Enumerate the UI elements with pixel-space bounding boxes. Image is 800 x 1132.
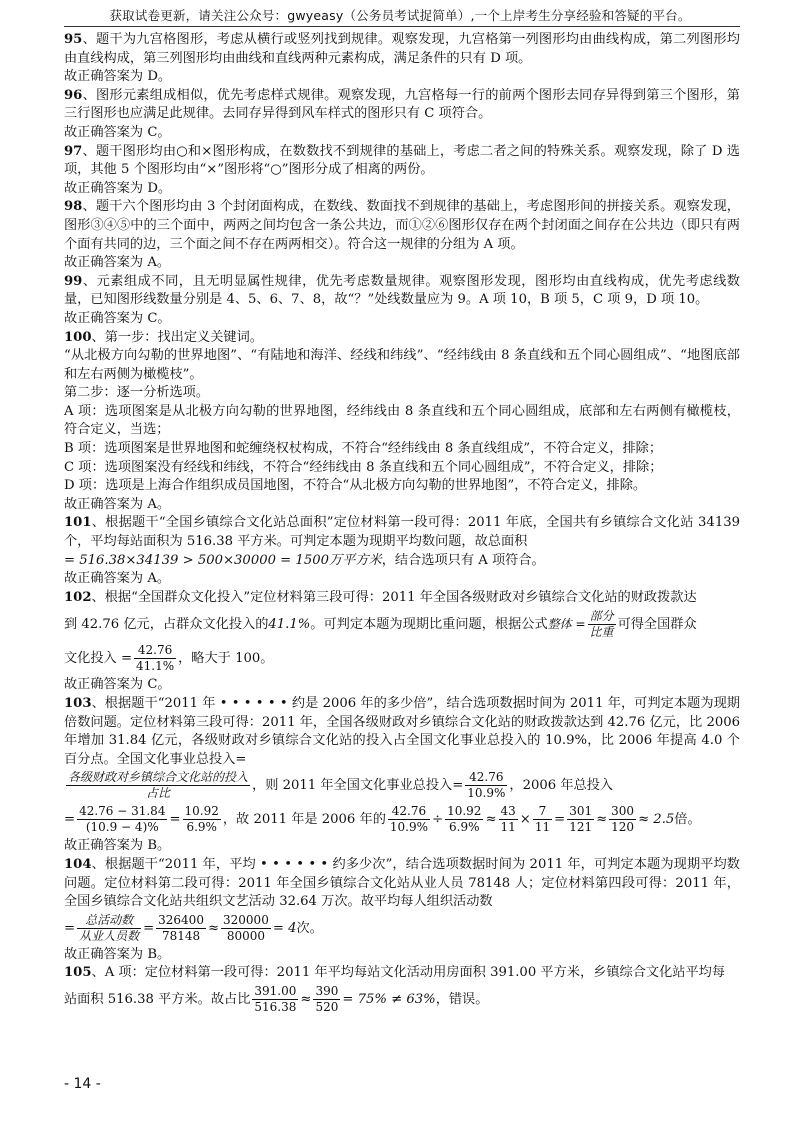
fraction <box>313 984 340 1015</box>
approx-sign: ≈ <box>207 920 220 936</box>
answer-line: 故正确答案为 B。 <box>64 838 171 854</box>
question-101 <box>64 514 740 551</box>
numerator: 391.00 <box>254 983 297 998</box>
fraction <box>252 984 298 1015</box>
text-run: 次。 <box>296 920 323 936</box>
fraction <box>221 913 271 944</box>
numerator: 部分 <box>589 609 614 624</box>
text-run: 文化投入 = <box>64 651 132 667</box>
equals-sign: = <box>64 812 76 828</box>
question-102 <box>64 589 740 608</box>
answer-line: 故正确答案为 D。 <box>64 180 172 196</box>
text-run: ，略大于 100。 <box>178 651 274 667</box>
numerator: 7 <box>533 804 552 820</box>
fraction <box>388 804 430 835</box>
option-a-analysis: A 项：选项图案是从北极方向勾勒的世界地图，经纬线由 8 条直线和五个同心圆组成，底部和左右两侧有橄榄枝，符合定义，当选； <box>64 403 740 438</box>
denominator: 41.1% <box>136 659 175 674</box>
question-number: 95 <box>64 32 83 47</box>
fraction <box>567 804 594 835</box>
approx-sign: ≈ <box>596 812 608 828</box>
denominator: 11 <box>500 820 516 835</box>
question-number: 101 <box>64 515 92 531</box>
question-text: 、根据题干“2011 年，平均 • • • • • • 约多少次”，结合选项数据时间为 2011 年，可判定本题为现期平均数问题。定位材料第二段可得：2011 年全国乡镇综合文化站从业人员 78148 人；定位材料第四段可得：2011 年，全国乡镇综合文化站共组织文艺活动 32.64 万次。故平均每人组织活动数 <box>64 856 740 910</box>
numerator: 390 <box>315 983 339 998</box>
denominator: 比重 <box>589 625 614 640</box>
approx-sign: ≈ <box>300 991 312 1007</box>
question-text: 、第一步：找出定义关键词。 <box>91 329 263 345</box>
formula-line <box>64 642 740 676</box>
denominator: 10.9% <box>389 820 429 835</box>
fraction <box>66 770 250 801</box>
numerator: 各级财政对乡镇综合文化站的投入 <box>68 770 249 785</box>
times-sign: × <box>519 812 531 828</box>
text-run: ，错误。 <box>435 991 489 1007</box>
question-text: 、题干六个图形均由 3 个封闭面构成，在数线、数面找不到规律的基础上，考虑图形间的拼接关系。观察发现，图形③④⑤中的三个面中，两两之间均包含一条公共边，而①②⑥图形仅存在两个封闭面之间存在公共边（即只有两个面有共同的边，三个面之间不存在两两相交）。符合这一规律的分组为 A 项。 <box>64 199 740 252</box>
divide-sign: ÷ <box>432 812 444 828</box>
denominator: 6.9% <box>449 820 480 835</box>
question-105 <box>64 964 740 983</box>
question-number: 100 <box>64 329 92 345</box>
numerator: 301 <box>569 804 593 819</box>
text-run: ，则 2011 年全国文化事业总投入= <box>252 778 464 794</box>
numerator: 10.92 <box>184 804 219 819</box>
numerator: 300 <box>611 804 635 819</box>
question-99 <box>64 273 740 310</box>
denominator: 从业人员数 <box>79 928 140 943</box>
equals-sign: = <box>143 920 155 936</box>
question-97 <box>64 143 740 180</box>
text-run: 。可判定本题为现期比重问题，根据公式 <box>310 617 548 633</box>
question-number: 97 <box>64 143 83 159</box>
question-text: 、A 项：定位材料第一段可得：2011 年平均每站文化活动用房面积 391.00 平方米，乡镇综合文化站平均每 <box>91 965 726 981</box>
result-value: ≈ 2.5 <box>638 812 675 828</box>
question-number: 103 <box>64 696 92 711</box>
fraction <box>134 643 176 674</box>
question-number: 104 <box>64 856 92 872</box>
denominator: 520 <box>315 999 339 1014</box>
numerator: 42.76 <box>388 804 430 820</box>
formula-whole: 整体 = <box>547 617 586 632</box>
question-95 <box>64 31 740 68</box>
answer-line: 故正确答案为 B。 <box>64 946 171 962</box>
denominator: 80000 <box>226 928 266 943</box>
numerator: 326400 <box>158 912 204 927</box>
question-number: 98 <box>64 199 83 215</box>
fraction <box>588 609 616 640</box>
numerator: 320000 <box>223 912 269 927</box>
denominator: 516.38 <box>254 999 297 1014</box>
page-content <box>64 31 740 1017</box>
option-b-analysis: B 项：选项图案是世界地图和蛇缠绕权杖构成，不符合“经纬线由 8 条直线组成”，不符合定义，排除； <box>64 441 663 457</box>
fraction <box>533 804 552 835</box>
fraction <box>465 770 507 801</box>
fraction <box>77 913 141 944</box>
fraction <box>445 804 483 835</box>
page-number: - 14 - <box>64 1076 101 1092</box>
text-run: 到 42.76 亿元，占群众文化投入的 <box>64 617 269 633</box>
fraction <box>156 913 206 944</box>
numerator: 总活动数 <box>77 913 141 929</box>
numerator: 10.92 <box>447 804 482 819</box>
question-96 <box>64 87 740 124</box>
formula-tail: ，结合选项只有 A 项符合。 <box>381 552 545 568</box>
question-text: 、题干为九宫格图形，考虑从横行或竖列找到规律。观察发现，九宫格第一列图形均由曲线构成，第二列图形均由直线构成，第三列图形均由曲线和直线两种元素构成，满足条件的只有 D 项。 <box>64 32 740 66</box>
numerator: 42.76 <box>134 643 176 659</box>
fraction <box>77 804 167 835</box>
formula-line <box>64 769 740 803</box>
numerator: 42.76 <box>465 770 507 786</box>
denominator: (10.9 − 4)% <box>85 820 159 835</box>
question-text: 、根据“全国群众文化投入”定位材料第三段可得：2011 年全国各级财政对乡镇综合文化站的财政拨款达 <box>91 589 697 605</box>
result-value: = 75% ≠ 63% <box>342 991 436 1007</box>
text-run: 可得全国群众 <box>617 617 697 633</box>
formula-line <box>64 607 740 642</box>
question-text: 、根据题干“全国乡镇综合文化站总面积”定位材料第一段可得：2011 年底，全国共有乡镇综合文化站 34139 个，平均每站面积为 516.38 平方米。可判定本题为现期平均数问题，故总面积 <box>64 515 740 550</box>
question-number: 102 <box>64 589 92 605</box>
equals-sign: = <box>169 812 181 828</box>
keywords-line: “从北极方向勾勒的世界地图”、“有陆地和海洋、经线和纬线”、“经纬线由 8 条直线和五个同心圆组成”、“地图底部和左右两侧为橄榄枝”。 <box>64 348 740 382</box>
step2-line: 第二步：逐一分析选项。 <box>64 385 210 401</box>
option-d-analysis: D 项：选项是上海合作组织成员国地图，不符合“从北极方向勾勒的世界地图”，不符合定义，排除。 <box>64 478 647 494</box>
equals-sign: = <box>554 812 566 828</box>
question-text: 、题干图形均由○和×图形构成，在数数找不到规律的基础上，考虑二者之间的特殊关系。观察发现，除了 D 选项，其他 5 个图形均由“×”图形将“○”图形分成了相离的两份。 <box>64 143 740 178</box>
denominator: 121 <box>569 820 593 835</box>
question-text: 、图形元素组成相似，优先考虑样式规律。观察发现，九宫格每一行的前两个图形去同存异得到第三个图形，第三行图形也应满足此规律。去同存异得到风车样式的图形只有 C 项符合。 <box>64 87 740 122</box>
formula-line <box>64 983 740 1017</box>
fraction <box>609 804 636 835</box>
answer-line: 故正确答案为 D。 <box>64 69 172 85</box>
header-rule <box>64 26 740 27</box>
approx-sign: ≈ <box>485 812 497 828</box>
question-text: 、根据题干“2011 年 • • • • • • 约是 2006 年的多少倍”，结合选项数据时间为 2011 年，可判定本题为现期倍数问题。定位材料第三段可得：2011 年，全国各级财政对乡镇综合文化站的财政拨款达到 42.76 亿元，比 2006 年增加 31.84 亿元，各级财政对乡镇综合文化站的投入占全国文化事业总投入的 10.9%，比 2006 年提高 4.0 个百分点。全国文化事业总投入= <box>64 696 740 767</box>
percent-value: 41.1% <box>268 617 311 633</box>
question-text: 、元素组成不同，且无明显属性规律，优先考虑数量规律。观察图形发现，图形均由直线构成，优先考虑线数量，已知图形线数量分别是 4、5、6、7、8，故“？”处线数量应为 9。A 项 10，B 项 5，C 项 9，D 项 10。 <box>64 273 740 308</box>
page-header: 获取试卷更新，请关注公众号：gwyeasy（公务员考试捉简单）,一个上岸考生分享经验和答疑的平台。 <box>109 8 691 23</box>
answer-line: 故正确答案为 C。 <box>64 310 171 326</box>
text-run: 倍。 <box>674 812 701 828</box>
denominator: 6.9% <box>186 820 217 835</box>
fraction <box>499 804 518 835</box>
answer-line: 故正确答案为 C。 <box>64 124 171 140</box>
formula-line <box>64 552 740 571</box>
denominator: 11 <box>534 820 551 835</box>
numerator: 42.76 − 31.84 <box>79 804 166 819</box>
formula-line <box>64 912 740 946</box>
denominator: 120 <box>611 820 635 835</box>
question-number: 99 <box>64 273 83 289</box>
answer-line: 故正确答案为 A。 <box>64 255 171 271</box>
denominator: 10.9% <box>467 786 506 801</box>
numerator: 43 <box>500 804 516 819</box>
denominator: 占比 <box>146 786 171 801</box>
answer-line: 故正确答案为 A。 <box>64 571 171 587</box>
text-run: 站面积 516.38 平方米。故占比 <box>64 991 251 1007</box>
question-103 <box>64 695 740 769</box>
question-number: 105 <box>64 965 92 981</box>
equals-sign: = <box>64 920 76 936</box>
question-100 <box>64 329 740 348</box>
result-value: = 4 <box>272 920 297 936</box>
fraction <box>183 804 221 835</box>
formula: = 516.38×34139 > 500×30000 = 1500万平方米 <box>64 552 382 568</box>
question-98 <box>64 198 740 254</box>
text-run: ，2006 年总投入 <box>509 778 614 794</box>
question-104 <box>64 856 740 912</box>
answer-line: 故正确答案为 C。 <box>64 677 171 693</box>
answer-line: 故正确答案为 A。 <box>64 496 171 512</box>
formula-line <box>64 803 740 837</box>
text-run: ，故 2011 年是 2006 年的 <box>222 812 386 828</box>
question-number: 96 <box>64 87 83 103</box>
option-c-analysis: C 项：选项图案没有经线和纬线，不符合“经纬线由 8 条直线和五个同心圆组成”，不符合定义，排除； <box>64 459 663 475</box>
denominator: 78148 <box>161 928 201 943</box>
